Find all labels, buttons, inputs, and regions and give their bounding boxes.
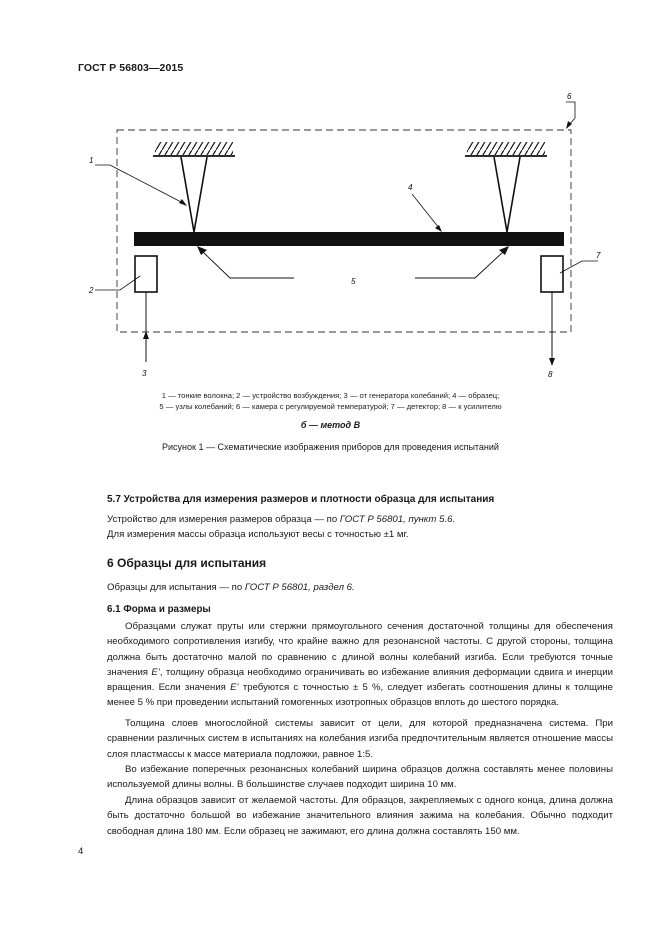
- label-7: 7: [596, 251, 601, 260]
- paragraph-3: Во избежание поперечных резонансных колебаний ширина образцов должна составлять менее половины используемой длины волны. В большинстве случаев подходит ширина 10 мм.: [107, 764, 613, 791]
- label-5: 5: [351, 277, 356, 286]
- left-support-hatch: [155, 142, 233, 155]
- node-arrow-right: [499, 246, 509, 255]
- paragraph-2: Толщина слоев многослойной системы зависит от цели, для которой предназначена система. При сравнении различных систем в испытаниях на колебания изгиба предпочтительным является отношение массы слоя пластмассы к массе материала подложки, равное 1:5.: [107, 718, 613, 760]
- paragraph-1: Образцами служат пруты или стержни прямоугольного сечения достаточной толщины для обеспечения необходимого сопротивления изгибу, что крайне важно для резонансной частоты. С другой стороны, толщина должна быть достаточно малой по сравнению с длиной волны колебаний изгиба. Если требуются точные значения E’, толщину образца необходимо ограничивать во избежание влияния деформации сдвига и инерции вращения. Если значения E’ требуются с точностью ± 5 %, следует избегать соотношения длины к толщине менее 5 % при проведении испытаний гомогенных изотропных образцов вплоть до шестого порядка.: [107, 621, 613, 709]
- section-6-line: Образцы для испытания — по ГОСТ Р 56801, раздел 6.: [107, 582, 355, 593]
- right-support-hatch: [467, 142, 545, 155]
- section-6-heading: 6 Образцы для испытания: [107, 556, 267, 570]
- section-5-7-line-2: Для измерения массы образца используют весы с точностью ±1 мг.: [107, 529, 409, 540]
- label-2: 2: [89, 286, 94, 295]
- section-5-7-line-1: Устройство для измерения размеров образца — по ГОСТ Р 56801, пункт 5.6.: [107, 514, 456, 525]
- label-6: 6: [567, 92, 572, 101]
- figure-caption: Рисунок 1 — Схематические изображения приборов для проведения испытаний: [162, 442, 499, 452]
- temperature-chamber: [117, 130, 571, 332]
- output-arrow: [549, 358, 555, 366]
- detector-box: [541, 256, 563, 292]
- paragraph-4: Длина образцов зависит от желаемой частоты. Для образцов, закрепляемых с одного конца, длина должна быть достаточно большой во избежание значительного влияния зажима на колебания. Обычно подходит свободная длина 180 мм. Если образец не зажимают, его длина должна составлять 150 мм.: [107, 795, 613, 837]
- node-arrow-left: [197, 246, 207, 255]
- label-4: 4: [408, 183, 413, 192]
- figure-legend-line-1: 1 — тонкие волокна; 2 — устройство возбуждения; 3 — от генератора колебаний; 4 — образец;: [161, 391, 500, 400]
- figure-method: б — метод В: [300, 420, 361, 430]
- figure-legend-line-2: 5 — узлы колебаний; 6 — камера с регулируемой температурой; 7 — детектор; 8 — к усилителю: [159, 402, 502, 411]
- section-5-7-heading: 5.7 Устройства для измерения размеров и плотности образца для испытания: [107, 494, 495, 505]
- label-3: 3: [142, 369, 147, 378]
- left-fibers: [181, 157, 207, 232]
- apparatus-diagram: [0, 0, 661, 400]
- exciter-box: [135, 256, 157, 292]
- specimen-bar: [134, 232, 564, 246]
- label-1: 1: [89, 156, 94, 165]
- right-fibers: [494, 157, 520, 232]
- page-number: 4: [78, 846, 84, 857]
- standard-header: ГОСТ Р 56803—2015: [78, 62, 184, 74]
- section-6-1-heading: 6.1 Форма и размеры: [107, 604, 211, 615]
- label-8: 8: [548, 370, 553, 379]
